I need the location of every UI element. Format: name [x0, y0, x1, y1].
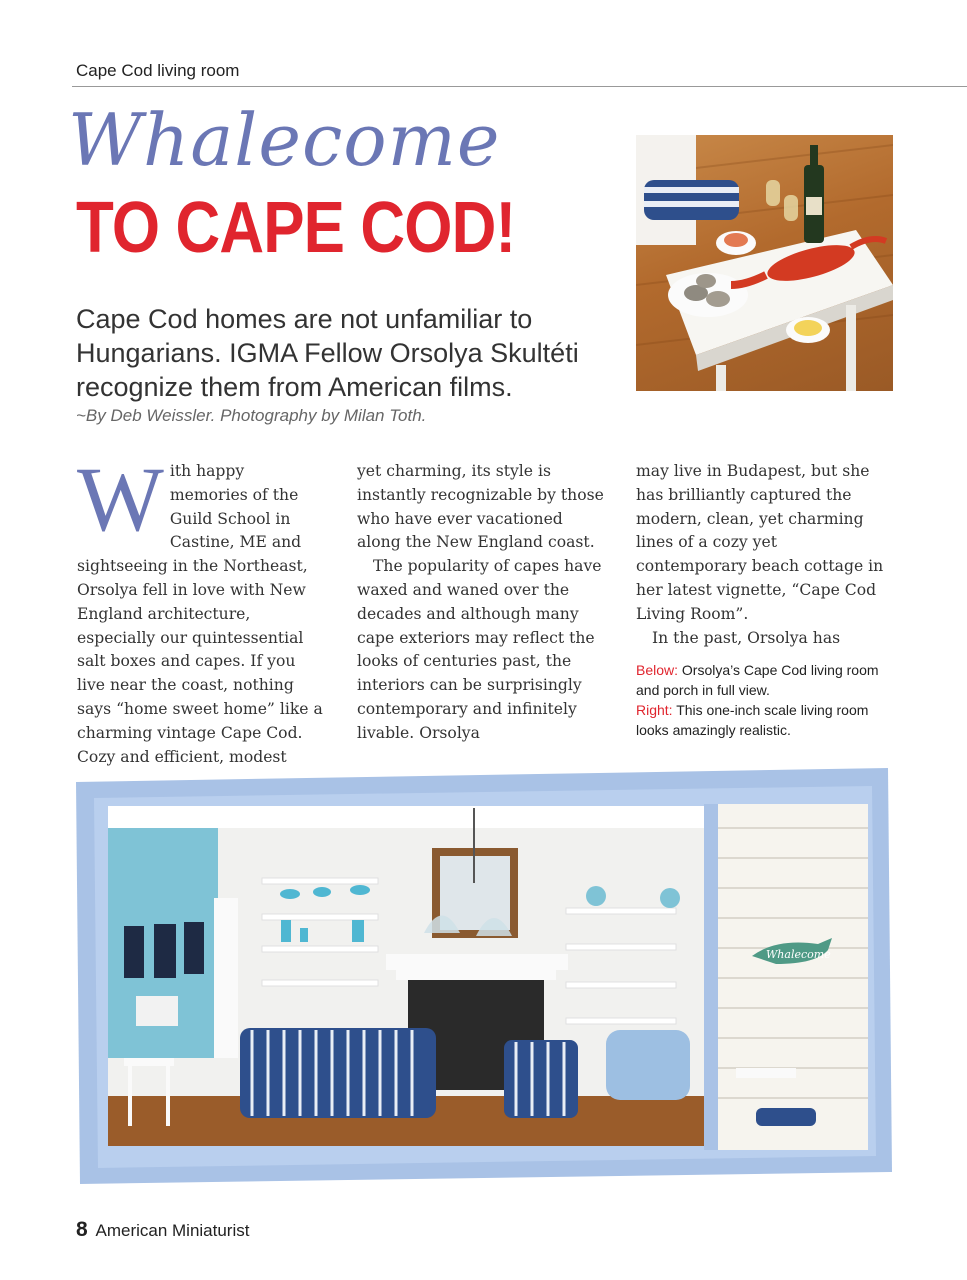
body-paragraph: ith happy memories of the Guild School in Castine, ME and sightseeing in the Northeast, Orsolya fell in love with New England architecture, especially our quintessential salt boxes and capes. If you live near the coast, nothing says “home sweet home” like a charming vintage Cape Cod. Cozy and efficient, modest — [77, 462, 323, 766]
porch-table-photo — [636, 135, 893, 391]
drop-cap: W — [77, 448, 164, 550]
whale-sign-text: Whalecome — [766, 948, 831, 961]
magazine-name: American Miniaturist — [95, 1221, 250, 1240]
body-paragraph: may live in Budapest, but she has brilliantly captured the modern, clean, yet charming lines of a cozy yet contemporary beach cottage in her latest vignette, “Cape Cod Living Room”. — [636, 462, 884, 623]
body-paragraph: In the past, Orsolya has — [652, 628, 841, 647]
porch-table-illustration — [636, 135, 893, 391]
section-label: Cape Cod living room — [76, 61, 240, 80]
byline: ~By Deb Weissler. Photography by Milan Toth. — [76, 406, 427, 425]
caption-below: Below: Orsolya’s Cape Cod living room and porch in full view. — [636, 662, 879, 698]
living-room-illustration — [76, 768, 892, 1190]
script-title: Whalecome — [68, 98, 501, 182]
deck-text: Cape Cod homes are not unfamiliar to Hungarians. IGMA Fellow Orsolya Skultéti recognize them from American films. — [76, 304, 579, 402]
photo-captions — [636, 660, 896, 740]
body-paragraph: The popularity of capes have waxed and waned over the decades and although many cape exteriors may reflect the looks of centuries past, the interiors can be surprisingly contemporary and infinitely livable. Orsolya — [357, 557, 602, 742]
body-paragraph: yet charming, its style is instantly recognizable by those who have ever vacationed along the New England coast. — [357, 462, 604, 552]
header-rule — [72, 86, 967, 87]
body-column-1 — [77, 448, 325, 769]
living-room-photo — [76, 768, 892, 1190]
body-column-3 — [636, 460, 884, 650]
page-footer — [76, 1218, 249, 1242]
body-column-2 — [357, 460, 605, 746]
page-number: 8 — [76, 1218, 88, 1241]
caption-right: Right: This one-inch scale living room looks amazingly realistic. — [636, 702, 869, 738]
main-title: TO CAPE COD! — [76, 188, 516, 268]
